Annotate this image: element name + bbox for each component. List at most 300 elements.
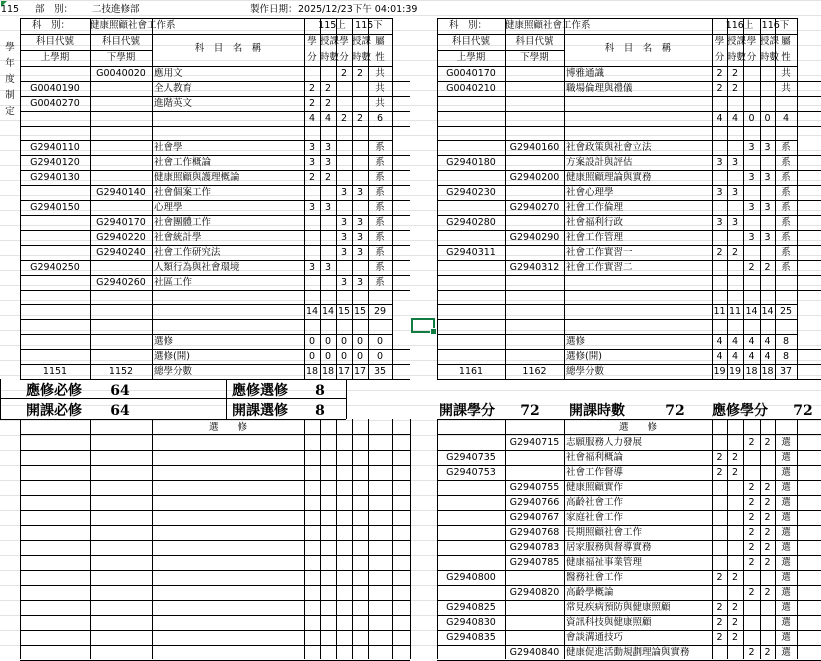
elective-hours-1[interactable]: [727, 510, 743, 525]
course-code-down[interactable]: [90, 170, 152, 185]
major-total-h2[interactable]: 15: [353, 306, 367, 317]
credit-1[interactable]: 3: [308, 202, 316, 213]
hours-1[interactable]: 2: [324, 98, 332, 109]
elective-credit-1[interactable]: 2: [716, 572, 723, 583]
elective-hours-2[interactable]: 2: [764, 482, 771, 493]
row-number[interactable]: 115: [0, 4, 20, 15]
elective-hours-2[interactable]: 2: [764, 647, 771, 658]
elective-code-up[interactable]: G2940735: [446, 452, 496, 463]
course-name[interactable]: [564, 111, 712, 126]
course-type[interactable]: [775, 275, 797, 290]
hours-2[interactable]: [760, 185, 775, 200]
hours-1[interactable]: 3: [324, 142, 332, 153]
course-name[interactable]: 社會工作實習二: [566, 262, 633, 273]
course-code-up[interactable]: [437, 200, 505, 215]
elective-code-down[interactable]: G2940715: [509, 437, 560, 448]
hours-2[interactable]: 2: [356, 113, 364, 124]
subject-name-header[interactable]: 科 目 名 稱: [194, 43, 262, 54]
elective-code-down[interactable]: [505, 630, 564, 645]
hours-2[interactable]: [352, 81, 368, 96]
course-code-up[interactable]: [20, 66, 90, 81]
elective-hours-2[interactable]: 2: [764, 512, 771, 523]
elective-type[interactable]: 選: [781, 527, 791, 538]
elective-credit-1[interactable]: [712, 480, 727, 495]
elective-credit-2[interactable]: 2: [748, 527, 755, 538]
hours-1[interactable]: 18: [321, 366, 335, 377]
dept-label[interactable]: 部 別：: [35, 4, 74, 15]
hours-2[interactable]: [760, 245, 775, 260]
credit-1[interactable]: [712, 96, 727, 111]
elective-credit-1[interactable]: 2: [716, 452, 723, 463]
credit-2[interactable]: 17: [337, 366, 351, 377]
credit-2[interactable]: [743, 245, 760, 260]
course-code-down[interactable]: G2940200: [509, 172, 560, 183]
course-name[interactable]: [564, 275, 712, 290]
course-name[interactable]: 選修: [154, 336, 174, 347]
course-code-up[interactable]: [437, 260, 505, 275]
course-code-down[interactable]: [505, 245, 564, 260]
course-code-up[interactable]: [20, 111, 90, 126]
code-header[interactable]: 科目代號: [101, 36, 140, 47]
course-code-down[interactable]: [505, 334, 564, 349]
elective-credit-2[interactable]: 2: [748, 482, 755, 493]
elective-code-up[interactable]: [437, 495, 505, 510]
elective-code-down[interactable]: G2940768: [509, 527, 560, 538]
course-code-up[interactable]: [20, 185, 90, 200]
elective-code-up[interactable]: [437, 435, 505, 450]
credit-1[interactable]: [304, 215, 320, 230]
credit-1[interactable]: 2: [308, 83, 316, 94]
hours-1[interactable]: [320, 230, 336, 245]
course-code-down[interactable]: [505, 185, 564, 200]
credit-1[interactable]: [712, 230, 727, 245]
credit-2[interactable]: 3: [340, 232, 348, 243]
hours-1[interactable]: 2: [731, 83, 739, 94]
credit-1[interactable]: 2: [716, 247, 723, 258]
course-type[interactable]: 系: [375, 187, 385, 198]
credit-2[interactable]: 2: [340, 113, 348, 124]
elective-type[interactable]: 選: [781, 602, 791, 613]
dept-row-value[interactable]: 健康照顧社會工作系: [90, 20, 176, 31]
hours-1[interactable]: 4: [731, 336, 739, 347]
credit-2[interactable]: 3: [748, 142, 755, 153]
course-code-up[interactable]: [20, 230, 90, 245]
elective-code-down[interactable]: [505, 450, 564, 465]
course-type[interactable]: 系: [375, 247, 385, 258]
elective-code-up[interactable]: [437, 585, 505, 600]
major-total-c2[interactable]: 15: [337, 306, 351, 317]
elective-hours-1[interactable]: [727, 585, 743, 600]
hours-2[interactable]: 0: [764, 113, 771, 124]
elective-credit-1[interactable]: 2: [716, 467, 723, 478]
elective-hours-1[interactable]: 2: [731, 467, 739, 478]
elective-code-down[interactable]: [505, 570, 564, 585]
course-name[interactable]: [564, 96, 712, 111]
course-name[interactable]: 社會工作管理: [566, 232, 624, 243]
hours-1[interactable]: [320, 245, 336, 260]
hours-2[interactable]: 3: [356, 187, 364, 198]
hours-2[interactable]: 2: [764, 262, 771, 273]
elective-name[interactable]: 居家服務與督導實務: [566, 542, 652, 553]
course-code-down[interactable]: [505, 215, 564, 230]
elective-hours-2[interactable]: 2: [764, 497, 771, 508]
course-name[interactable]: 選修(開): [566, 351, 602, 362]
course-type[interactable]: 0: [376, 336, 384, 347]
credit-2[interactable]: [743, 275, 760, 290]
elective-credit-1[interactable]: [712, 435, 727, 450]
credit-2[interactable]: [336, 155, 352, 170]
course-name[interactable]: 社會統計學: [154, 232, 202, 243]
credit-2[interactable]: 3: [340, 217, 348, 228]
course-type[interactable]: 共: [781, 68, 791, 79]
hours-1[interactable]: 3: [731, 157, 739, 168]
elective-type[interactable]: 選: [781, 497, 791, 508]
course-code-up[interactable]: G0040270: [30, 98, 80, 109]
elective-hours-2[interactable]: [760, 630, 775, 645]
hours-1[interactable]: 3: [731, 187, 739, 198]
elective-hours-2[interactable]: 2: [764, 557, 771, 568]
credit-1[interactable]: 3: [308, 262, 316, 273]
elective-credit-2[interactable]: [743, 630, 760, 645]
course-type[interactable]: 系: [781, 247, 791, 258]
hours-1[interactable]: [320, 66, 336, 81]
credit-2[interactable]: 3: [340, 277, 348, 288]
elective-code-up[interactable]: [437, 480, 505, 495]
course-code-down[interactable]: [90, 81, 152, 96]
course-type[interactable]: 共: [781, 83, 791, 94]
course-type[interactable]: 系: [375, 217, 385, 228]
course-type[interactable]: 系: [375, 232, 385, 243]
elective-left-title[interactable]: 選 修: [208, 422, 247, 433]
course-code-down[interactable]: [90, 260, 152, 275]
elective-name[interactable]: 健康福祉事業管理: [566, 557, 643, 568]
credit-2[interactable]: 4: [748, 351, 755, 362]
elective-hours-2[interactable]: [760, 465, 775, 480]
hours-1[interactable]: [320, 275, 336, 290]
hours-1[interactable]: [727, 275, 743, 290]
elective-name[interactable]: 會談溝通技巧: [566, 632, 624, 643]
course-name[interactable]: 總學分數: [566, 366, 605, 377]
up-semester-header[interactable]: 上學期: [456, 52, 486, 63]
course-code-up[interactable]: 1161: [458, 366, 484, 377]
credit-2[interactable]: [336, 170, 352, 185]
hours-2[interactable]: [760, 96, 775, 111]
course-code-up[interactable]: G2940150: [30, 202, 80, 213]
course-type[interactable]: 系: [781, 157, 791, 168]
elective-code-down[interactable]: [505, 465, 564, 480]
semester-1-label[interactable]: 115上: [318, 20, 346, 31]
credit-2[interactable]: 3: [748, 232, 755, 243]
elective-hours-2[interactable]: [760, 450, 775, 465]
hours-1[interactable]: [727, 230, 743, 245]
credit-1[interactable]: 0: [308, 351, 316, 362]
course-code-up[interactable]: G0040190: [30, 83, 80, 94]
course-code-down[interactable]: [90, 111, 152, 126]
major-total-h1[interactable]: 14: [321, 306, 335, 317]
hours-2[interactable]: [760, 155, 775, 170]
course-type[interactable]: 系: [781, 202, 791, 213]
hours-1[interactable]: [320, 215, 336, 230]
dept-row-label[interactable]: 科 別：: [449, 20, 488, 31]
course-code-up[interactable]: G2940311: [446, 247, 496, 258]
course-name[interactable]: 人類行為與社會環境: [154, 262, 240, 273]
major-total-c2[interactable]: 14: [745, 306, 758, 317]
hours-1[interactable]: [727, 260, 743, 275]
hours-2[interactable]: 18: [761, 366, 774, 377]
course-type[interactable]: 0: [376, 351, 384, 362]
course-type[interactable]: 37: [779, 366, 793, 377]
hours-2[interactable]: [352, 155, 368, 170]
course-code-down[interactable]: G0040020: [96, 68, 146, 79]
course-code-up[interactable]: [437, 275, 505, 290]
hours-1[interactable]: 2: [731, 247, 739, 258]
credit-2[interactable]: [743, 66, 760, 81]
major-total-type[interactable]: 25: [779, 306, 793, 317]
credit-1[interactable]: [712, 140, 727, 155]
major-total-c1[interactable]: 14: [305, 306, 319, 317]
course-code-up[interactable]: [437, 230, 505, 245]
hours-1[interactable]: 3: [324, 262, 332, 273]
credit-2[interactable]: [336, 81, 352, 96]
credit-1[interactable]: 3: [308, 157, 316, 168]
course-type[interactable]: 共: [375, 98, 385, 109]
hours-2[interactable]: 3: [764, 172, 771, 183]
credit-1[interactable]: [712, 200, 727, 215]
course-code-up[interactable]: [437, 96, 505, 111]
elective-hours-1[interactable]: 2: [731, 572, 739, 583]
hours-2[interactable]: 0: [356, 336, 364, 347]
elective-code-down[interactable]: G2940820: [509, 587, 560, 598]
elective-credit-1[interactable]: 2: [716, 617, 723, 628]
hours-2[interactable]: 3: [356, 247, 364, 258]
credit-1[interactable]: 4: [716, 113, 723, 124]
hours-2[interactable]: [352, 260, 368, 275]
elective-hours-1[interactable]: [727, 555, 743, 570]
course-type[interactable]: 系: [781, 232, 791, 243]
down-semester-header[interactable]: 下學期: [520, 52, 549, 63]
elective-type[interactable]: 選: [781, 617, 791, 628]
elective-credit-2[interactable]: [743, 465, 760, 480]
elective-code-down[interactable]: G2940840: [509, 647, 560, 658]
hours-2[interactable]: 3: [356, 232, 364, 243]
elective-name[interactable]: 健康照顧實作: [566, 482, 624, 493]
elective-hours-1[interactable]: [727, 645, 743, 660]
course-name[interactable]: 社會工作研究法: [154, 247, 221, 258]
credit-2[interactable]: [336, 140, 352, 155]
course-name[interactable]: 心理學: [154, 202, 183, 213]
elective-type[interactable]: 選: [781, 482, 791, 493]
course-code-down[interactable]: [90, 349, 152, 364]
credit-2[interactable]: 3: [340, 247, 348, 258]
course-type[interactable]: 系: [781, 262, 791, 273]
selected-cell[interactable]: [411, 318, 435, 333]
course-code-up[interactable]: [437, 334, 505, 349]
elective-credit-1[interactable]: 2: [716, 632, 723, 643]
hours-2[interactable]: 3: [356, 277, 364, 288]
credit-2[interactable]: [743, 96, 760, 111]
elective-credit-2[interactable]: 2: [748, 437, 755, 448]
credit-1[interactable]: 3: [308, 142, 316, 153]
hours-1[interactable]: 0: [324, 351, 332, 362]
course-type[interactable]: 系: [781, 217, 791, 228]
elective-code-down[interactable]: G2940783: [509, 542, 560, 553]
elective-type[interactable]: 選: [781, 437, 791, 448]
elective-hours-2[interactable]: 2: [764, 542, 771, 553]
elective-credit-2[interactable]: 2: [748, 587, 755, 598]
hours-1[interactable]: 2: [324, 83, 332, 94]
hours-2[interactable]: 3: [764, 232, 771, 243]
elective-credit-2[interactable]: 2: [748, 497, 755, 508]
subject-name-header[interactable]: 科 目 名 稱: [604, 43, 672, 54]
course-name[interactable]: 健康照顧與護理概論: [154, 172, 240, 183]
elective-code-down[interactable]: [505, 615, 564, 630]
course-code-down[interactable]: [505, 66, 564, 81]
elective-credit-2[interactable]: 2: [748, 542, 755, 553]
course-code-up[interactable]: G2940110: [30, 142, 80, 153]
course-name[interactable]: 社會學: [154, 142, 183, 153]
elective-hours-1[interactable]: [727, 495, 743, 510]
course-type[interactable]: 系: [781, 187, 791, 198]
course-type[interactable]: 系: [375, 202, 385, 213]
elective-type[interactable]: 選: [781, 572, 791, 583]
elective-hours-1[interactable]: 2: [731, 452, 739, 463]
course-name[interactable]: 社會福利行政: [566, 217, 624, 228]
elective-credit-2[interactable]: 2: [748, 647, 755, 658]
elective-name[interactable]: 醫務社會工作: [566, 572, 624, 583]
course-code-down[interactable]: G2940140: [96, 187, 146, 198]
course-code-up[interactable]: [20, 334, 90, 349]
course-name[interactable]: 職場倫理與禮儀: [566, 83, 633, 94]
course-type[interactable]: 系: [375, 142, 385, 153]
credit-1[interactable]: 2: [308, 172, 316, 183]
course-code-up[interactable]: G0040210: [446, 83, 496, 94]
elective-code-up[interactable]: [437, 510, 505, 525]
hours-2[interactable]: 3: [764, 202, 771, 213]
elective-hours-1[interactable]: 2: [731, 602, 739, 613]
elective-hours-1[interactable]: 2: [731, 632, 739, 643]
course-type[interactable]: 共: [375, 83, 385, 94]
semester-2-label[interactable]: 115下: [355, 20, 383, 31]
credit-1[interactable]: [712, 275, 727, 290]
code-header[interactable]: 科目代號: [35, 36, 74, 47]
credit-1[interactable]: [304, 230, 320, 245]
course-name[interactable]: 社會工作概論: [154, 157, 212, 168]
hours-1[interactable]: [727, 96, 743, 111]
credit-1[interactable]: 19: [713, 366, 726, 377]
course-type[interactable]: [775, 96, 797, 111]
course-code-down[interactable]: [90, 140, 152, 155]
course-name[interactable]: 社會工作實習一: [566, 247, 633, 258]
dept-row-value[interactable]: 健康照顧社會工作系: [505, 20, 591, 31]
credit-2[interactable]: 0: [340, 351, 348, 362]
elective-code-up[interactable]: G2940753: [446, 467, 496, 478]
elective-hours-1[interactable]: [727, 525, 743, 540]
up-semester-header[interactable]: 上學期: [40, 52, 70, 63]
elective-type[interactable]: 選: [781, 452, 791, 463]
elective-hours-2[interactable]: [760, 600, 775, 615]
credit-1[interactable]: 0: [308, 336, 316, 347]
credit-2[interactable]: 0: [340, 336, 348, 347]
credit-1[interactable]: 3: [716, 187, 723, 198]
elective-code-up[interactable]: G2940800: [446, 572, 496, 583]
course-code-up[interactable]: G2940250: [30, 262, 80, 273]
elective-credit-1[interactable]: [712, 645, 727, 660]
hours-1[interactable]: [727, 170, 743, 185]
date-value[interactable]: 2025/12/23下午 04:01:39: [298, 4, 418, 15]
elective-hours-2[interactable]: 2: [764, 437, 771, 448]
elective-name[interactable]: 常見疾病預防與健康照顧: [566, 602, 671, 613]
course-name[interactable]: 社會個案工作: [154, 187, 212, 198]
hours-1[interactable]: 4: [324, 113, 332, 124]
elective-code-down[interactable]: G2940767: [509, 512, 560, 523]
credit-1[interactable]: 4: [308, 113, 316, 124]
elective-credit-1[interactable]: [712, 525, 727, 540]
course-type[interactable]: 系: [375, 172, 385, 183]
course-name[interactable]: 健康照顧理論與實務: [566, 172, 652, 183]
credit-2[interactable]: 18: [745, 366, 758, 377]
course-name[interactable]: 社區工作: [154, 277, 193, 288]
semester-2-label[interactable]: 116下: [761, 20, 790, 31]
elective-name[interactable]: 志願服務人力發展: [566, 437, 643, 448]
credit-2[interactable]: [336, 96, 352, 111]
course-code-up[interactable]: G2940130: [30, 172, 80, 183]
course-code-up[interactable]: G2940180: [446, 157, 496, 168]
course-code-down[interactable]: G2940220: [96, 232, 146, 243]
course-code-up[interactable]: 1151: [42, 366, 68, 377]
course-code-down[interactable]: 1152: [108, 366, 134, 377]
course-name[interactable]: 社會工作倫理: [566, 202, 624, 213]
credit-1[interactable]: [304, 66, 320, 81]
course-code-up[interactable]: G2940120: [30, 157, 80, 168]
course-type[interactable]: 系: [781, 172, 791, 183]
course-code-down[interactable]: [90, 96, 152, 111]
hours-1[interactable]: [727, 140, 743, 155]
dept-value[interactable]: 二技進修部: [92, 4, 140, 15]
course-name[interactable]: 社會政策與社會立法: [566, 142, 652, 153]
course-code-down[interactable]: [505, 155, 564, 170]
hours-1[interactable]: [320, 185, 336, 200]
course-code-down[interactable]: G2940170: [96, 217, 146, 228]
elective-hours-2[interactable]: 2: [764, 527, 771, 538]
course-type[interactable]: 8: [782, 351, 790, 362]
hours-1[interactable]: 3: [731, 217, 739, 228]
credit-1[interactable]: [712, 260, 727, 275]
elective-hours-1[interactable]: [727, 480, 743, 495]
elective-right-title[interactable]: 選 修: [618, 422, 657, 433]
hours-1[interactable]: 4: [731, 113, 739, 124]
elective-code-up[interactable]: [437, 645, 505, 660]
hours-2[interactable]: 2: [356, 68, 364, 79]
course-code-down[interactable]: G2940160: [509, 142, 560, 153]
hours-2[interactable]: [760, 81, 775, 96]
course-code-up[interactable]: G2940230: [446, 187, 496, 198]
elective-type[interactable]: 選: [781, 467, 791, 478]
course-code-up[interactable]: [437, 349, 505, 364]
hours-2[interactable]: [760, 275, 775, 290]
semester-1-label[interactable]: 116上: [725, 20, 754, 31]
course-code-down[interactable]: G2940260: [96, 277, 146, 288]
credit-1[interactable]: [304, 275, 320, 290]
course-code-down[interactable]: [90, 155, 152, 170]
course-type[interactable]: 系: [781, 142, 791, 153]
elective-type[interactable]: 選: [781, 542, 791, 553]
course-code-down[interactable]: G2940270: [509, 202, 560, 213]
course-code-down[interactable]: 1162: [522, 366, 547, 377]
elective-credit-2[interactable]: [743, 615, 760, 630]
credit-1[interactable]: [712, 170, 727, 185]
elective-code-up[interactable]: [437, 555, 505, 570]
hours-2[interactable]: [352, 96, 368, 111]
